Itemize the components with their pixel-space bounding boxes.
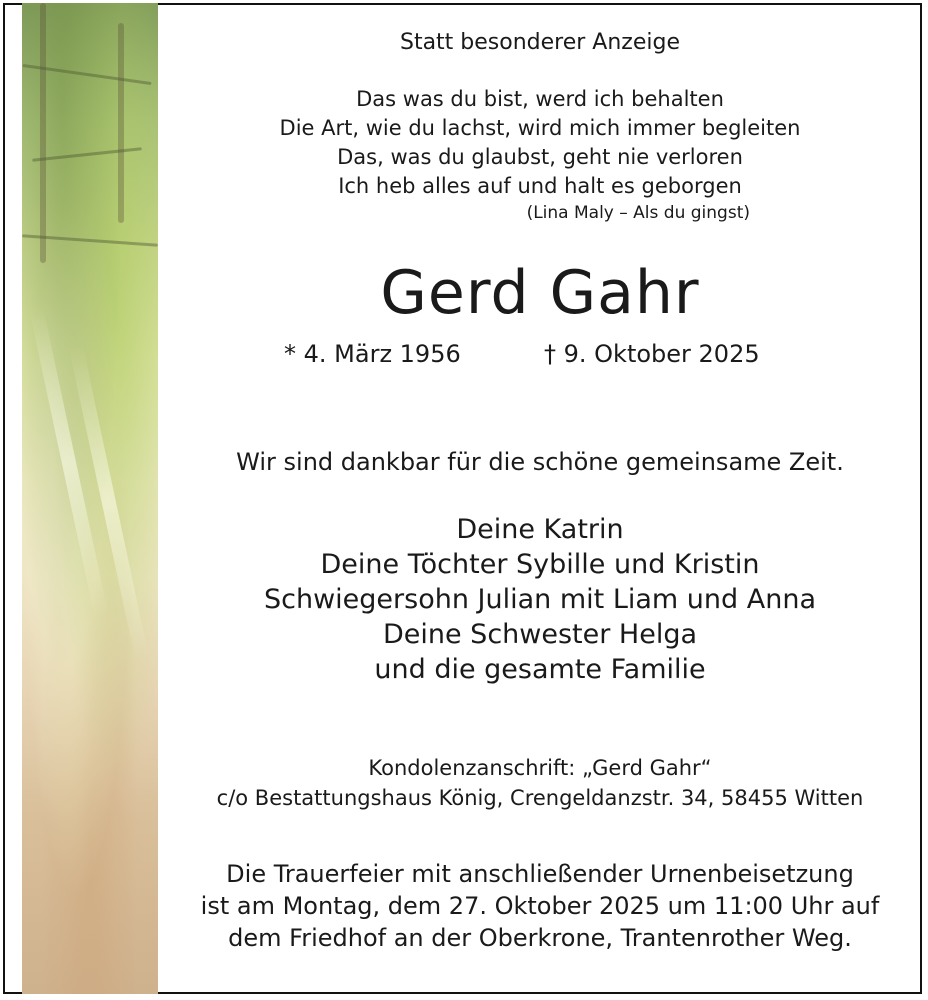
condolence-address-heading: Kondolenzanschrift: „Gerd Gahr“ [368,756,712,780]
poem-line: Das, was du glaubst, geht nie verloren [337,145,743,169]
deceased-name: Gerd Gahr [380,258,700,328]
poem-source: (Lina Maly – Als du gingst) [526,203,750,223]
forest-light-image [22,3,158,994]
tree-trunk-shape [40,3,46,263]
poem-line: Die Art, wie du lachst, wird mich immer begleiten [279,116,801,140]
notice-content [158,0,922,1000]
service-info-line: Die Trauerfeier mit anschließender Urnenbeisetzung [226,860,854,888]
family-line: Schwiegersohn Julian mit Liam und Anna [264,584,816,615]
death-date: † 9. Oktober 2025 [544,340,760,368]
tree-branch-shape [32,147,142,161]
thanks-line: Wir sind dankbar für die schöne gemeinsame Zeit. [236,448,844,476]
family-line: Deine Töchter Sybille und Kristin [320,549,760,580]
tree-trunk-shape [118,23,124,223]
family-line: Deine Schwester Helga [382,619,698,650]
birth-date: * 4. März 1956 [284,340,461,368]
family-line: und die gesamte Familie [374,654,706,685]
family-line: Deine Katrin [456,514,624,545]
service-info-line: dem Friedhof an der Oberkrone, Trantenrother Weg. [228,924,852,952]
condolence-address: c/o Bestattungshaus König, Crengeldanzstr. 34, 58455 Witten [216,786,864,810]
service-info-line: ist am Montag, dem 27. Oktober 2025 um 11:00 Uhr auf [200,892,880,920]
intro-line: Statt besonderer Anzeige [399,30,680,55]
poem-line: Ich heb alles auf und halt es geborgen [338,174,742,198]
poem-line: Das was du bist, werd ich behalten [356,87,724,111]
